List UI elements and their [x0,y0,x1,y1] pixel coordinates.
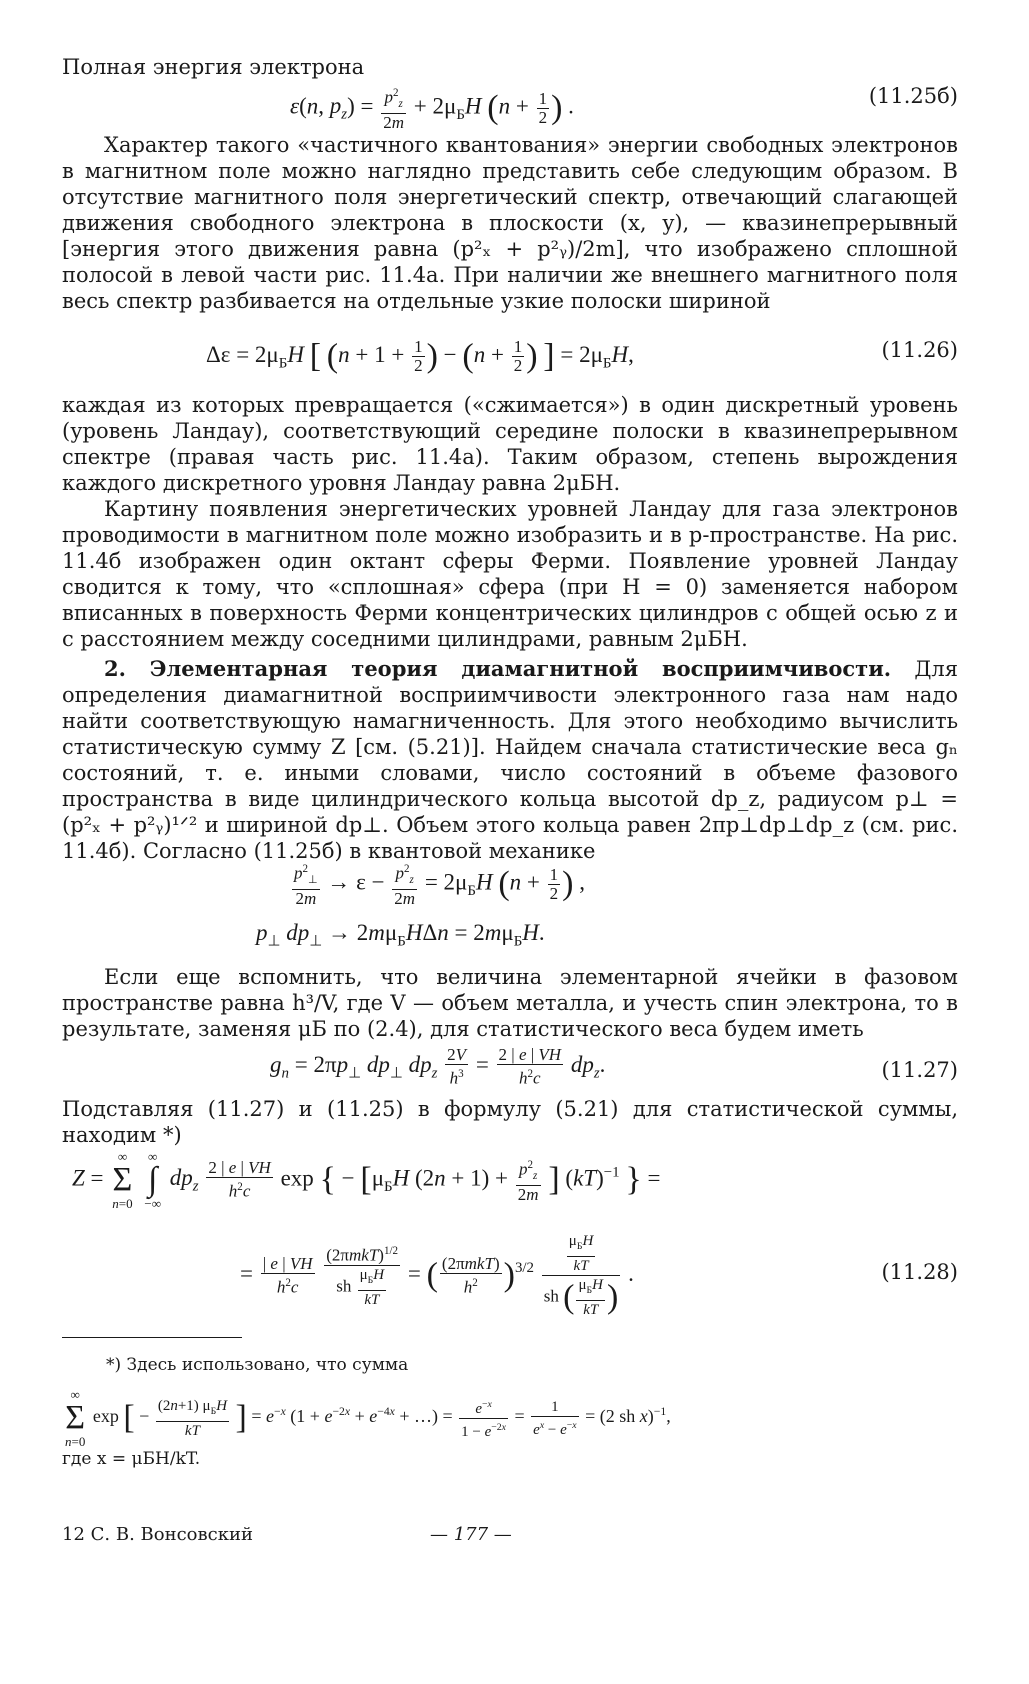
text-paragraph: Характер такого «частичного квантования» энергии свободных электронов в магнитном поле можно наглядно представить себе следующим образом. В отсутствие магнитного поля энергетический спектр, отвечающий слагающей движения свободного электрона в плоскости (x, y), — квазинепрерывный [энергия этого движения равна (p²ₓ + p²ᵧ)/2m], что изображено сплошной полосой в левой части рис. 11.4а. При наличии же внешнего магнитного поля весь спектр разбивается на отдельные узкие полоски шириной [62,133,958,313]
page-number: — 177 — [430,1524,512,1545]
footnote-equation: ∞ Σ n=0 exp [ − $\frac{(2n+1) \mu_БH}{kT}$ ] = $e^{-x}$ ($1 + e^{-2x} + e^{-4x}$ + …) = $\frac{e^{-x}}{1 - e^{-2x}}$ = $\frac{1}{e^x - e^{-x}}$ = (2 sh x)$^{-1}$, [65,1387,671,1449]
text-paragraph: Если еще вспомнить, что величина элементарной ячейки в фазовом пространстве равна h³/V, где V — объем металла, и учесть спин электрона, то в результате, заменяя μБ по (2.4), для статистического веса будем иметь [62,965,958,1041]
text-run: Для определения диамагнитной восприимчивости электронного газа нам надо найти соответствующую намагниченность. Для этого необходимо вычислить статистическую сумму Z [см. (5.21)]. Найдем сначала статистические веса gₙ состояний, т. е. иными словами, число состояний в объеме фазового пространства в виде цилиндрического кольца высотой dp_z, радиусом p⊥ = (p²ₓ + p²ᵧ)¹ᐟ² и шириной dp⊥. Объем этого кольца равен 2πp⊥dp⊥dp_z (см. рис. 11.4б). Согласно (11.25б) в квантовой механике [62,657,958,863]
equation-11-25b: ε(n, $p_z$) = $\frac{p^2_z}{2m}$ + $2\mu_БH$ (n + $\frac{1}{2}$ ) . (11.25б) [290,84,958,133]
text-paragraph: Полная энергия электрона [62,55,365,79]
footnote-rule [62,1337,242,1338]
footnote-text: *) Здесь использовано, что сумма [106,1355,409,1375]
equation-number: (11.28) [881,1260,958,1284]
text-paragraph [62,656,958,864]
equation-number: (11.26) [881,338,958,362]
equation-11-26: $\Delta\varepsilon = 2\mu_БH$ [ (n + 1 + $\frac{1}{2}$ ) − (n + $\frac{1}{2}$ ) ] = $2\mu_БH$, (11.26) [206,337,958,375]
equation-11-28-line-1: Z = ∞ Σ n=0 ∞ ∫ −∞ $dp_z$ $\frac{2 | e | VH}{h^2c}$ exp { − [$\mu_БH$ (2n + 1) + $\frac{p^2_z}{2m}$ ] (kT)$^{-1}$ } = [72,1149,661,1211]
text-paragraph: каждая из которых превращается («сжимается») в один дискретный уровень (уровень Ландау), соответствующий середине полоски в квазинепрерывном спектре (правая часть рис. 11.4а). Таким образом, степень вырождения каждого дискретного уровня Ландау равна 2μБH. [62,393,958,495]
equation-relation-2: $p_\perp$ $dp_\perp \to 2m\mu_БH\Delta n = 2m\mu_БH$. [256,920,545,950]
text-paragraph: Картину появления энергетических уровней Ландау для газа электронов проводимости в магнитном поле можно изобразить и в p-пространстве. На рис. 11.4б изображен один октант сферы Ферми. Появление уровней Ландау сводится к тому, что «сплошная» сфера (при H = 0) заменяется набором вписанных в поверхность Ферми концентрических цилиндров с общей осью z и с расстоянием между соседними цилиндрами, равным 2μБH. [62,497,958,651]
equation-number: (11.27) [881,1058,958,1082]
equation-number: (11.25б) [868,84,958,108]
footnote-where: где x = μБH/kT. [62,1449,201,1469]
equation-11-27: $g_n = 2\pi p_\perp$ $dp_\perp$ $dp_z$ $\frac{2V}{h^3}$ = $\frac{2 | e | VH}{h^2c}$ $dp_z$. (11.27) [270,1045,958,1088]
page-signature: 12 С. В. Вонсовский [62,1524,253,1545]
equation-11-28-line-2: = $\frac{| e | VH}{h^2c}$ $(2\pi mkT)^{1/2}$ sh $\frac{\mu_БH}{kT}$ = ( $\frac{\text{(2πmkT)}}{h^2}$ )$^{3/2}$ $\frac{\mu_БH}{kT}$ sh ( $\frac{\mu_БH}{kT}$ ) . (11.28) [240,1233,958,1318]
text-paragraph: Подставляя (11.27) и (11.25) в формулу (5.21) для статистической суммы, находим *) [62,1097,958,1147]
section-heading: 2. Элементарная теория диамагнитной восприимчивости. [104,656,892,681]
equation-relation-1: $\frac{p^2_\perp}{2m}$ → ε − $\frac{p^2_z}{2m}$ = $2\mu_БH$ (n + $\frac{1}{2}$ ) , [62,860,958,906]
